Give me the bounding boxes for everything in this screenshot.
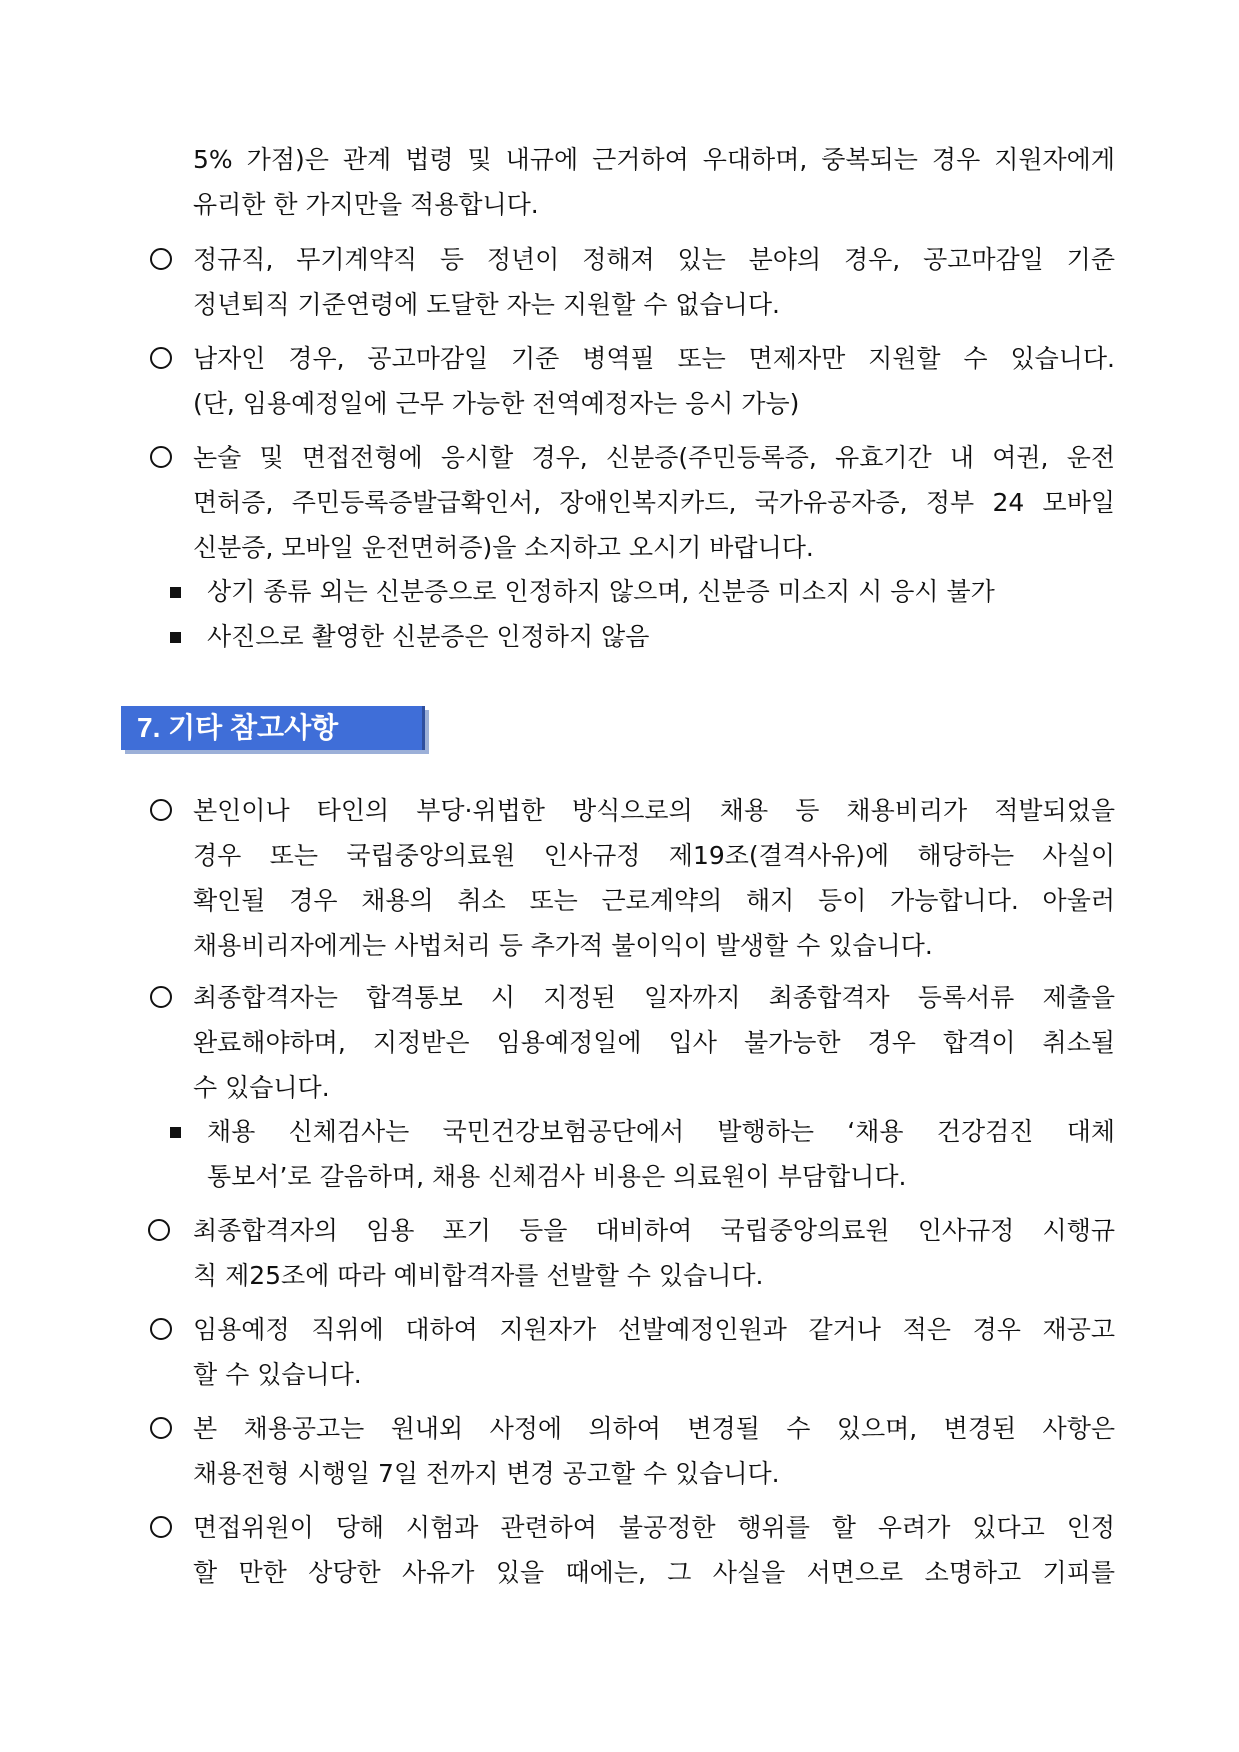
list-item-line: 임용예정 직위에 대하여 지원자가 선발예정인원과 같거나 적은 경우 재공고 — [193, 1315, 1115, 1344]
list-item-line: 할 만한 상당한 사유가 있을 때에는, 그 사실을 서면으로 소명하고 기피를 — [193, 1558, 1115, 1587]
list-item-line: 채용비리자에게는 사법처리 등 추가적 불이익이 발생할 수 있습니다. — [193, 931, 933, 960]
list-item-line: 남자인 경우, 공고마감일 기준 병역필 또는 면제자만 지원할 수 있습니다. — [193, 344, 1115, 373]
list-item-line: 경우 또는 국립중앙의료원 인사규정 제19조(결격사유)에 해당하는 사실이 — [193, 841, 1115, 870]
circle-bullet-icon — [148, 1219, 170, 1241]
circle-bullet-icon — [150, 446, 172, 468]
circle-bullet-icon — [150, 1417, 172, 1439]
section-heading — [121, 706, 425, 750]
paragraph-line: 5% 가점)은 관계 법령 및 내규에 근거하여 우대하며, 중복되는 경우 지원자에게 — [193, 145, 1115, 174]
square-bullet-icon — [170, 587, 181, 598]
list-item-line: 최종합격자는 합격통보 시 지정된 일자까지 최종합격자 등록서류 제출을 — [193, 983, 1115, 1012]
list-item-line: 본인이나 타인의 부당·위법한 방식으로의 채용 등 채용비리가 적발되었을 — [193, 796, 1115, 825]
list-item-line: 면접위원이 당해 시험과 관련하여 불공정한 행위를 할 우려가 있다고 인정 — [193, 1513, 1115, 1542]
circle-bullet-icon — [150, 347, 172, 369]
square-bullet-icon — [170, 1127, 181, 1138]
list-item-line: 논술 및 면접전형에 응시할 경우, 신분증(주민등록증, 유효기간 내 여권, 운전 — [193, 443, 1115, 472]
list-item-line: 정년퇴직 기준연령에 도달한 자는 지원할 수 없습니다. — [193, 290, 780, 319]
sub-bullet-line: 통보서’로 갈음하며, 채용 신체검사 비용은 의료원이 부담합니다. — [207, 1162, 907, 1191]
sub-bullet-line: 사진으로 촬영한 신분증은 인정하지 않음 — [207, 622, 650, 651]
list-item-line: 정규직, 무기계약직 등 정년이 정해져 있는 분야의 경우, 공고마감일 기준 — [193, 245, 1115, 274]
square-bullet-icon — [170, 632, 181, 643]
list-item-line: 최종합격자의 임용 포기 등을 대비하여 국립중앙의료원 인사규정 시행규 — [193, 1216, 1115, 1245]
circle-bullet-icon — [150, 986, 172, 1008]
list-item-line: (단, 임용예정일에 근무 가능한 전역예정자는 응시 가능) — [193, 389, 800, 418]
list-item-line: 완료해야하며, 지정받은 임용예정일에 입사 불가능한 경우 합격이 취소될 — [193, 1028, 1115, 1057]
sub-bullet-line: 채용 신체검사는 국민건강보험공단에서 발행하는 ‘채용 건강검진 대체 — [207, 1117, 1115, 1146]
circle-bullet-icon — [150, 248, 172, 270]
list-item-line: 확인될 경우 채용의 취소 또는 근로계약의 해지 등이 가능합니다. 아울러 — [193, 886, 1115, 915]
list-item-line: 신분증, 모바일 운전면허증)을 소지하고 오시기 바랍니다. — [193, 533, 814, 562]
list-item-line: 채용전형 시행일 7일 전까지 변경 공고할 수 있습니다. — [193, 1459, 780, 1488]
list-item-line: 수 있습니다. — [193, 1073, 330, 1102]
list-item-line: 면허증, 주민등록증발급확인서, 장애인복지카드, 국가유공자증, 정부 24 모바일 — [193, 488, 1115, 517]
section-heading-title: 7. 기타 참고사항 — [137, 712, 339, 743]
list-item-line: 본 채용공고는 원내외 사정에 의하여 변경될 수 있으며, 변경된 사항은 — [193, 1414, 1115, 1443]
circle-bullet-icon — [150, 1516, 172, 1538]
list-item-line: 할 수 있습니다. — [193, 1360, 362, 1389]
circle-bullet-icon — [150, 1318, 172, 1340]
sub-bullet-line: 상기 종류 외는 신분증으로 인정하지 않으며, 신분증 미소지 시 응시 불가 — [207, 577, 995, 606]
list-item-line: 칙 제25조에 따라 예비합격자를 선발할 수 있습니다. — [193, 1261, 764, 1290]
circle-bullet-icon — [150, 799, 172, 821]
paragraph-line: 유리한 한 가지만을 적용합니다. — [193, 190, 539, 219]
